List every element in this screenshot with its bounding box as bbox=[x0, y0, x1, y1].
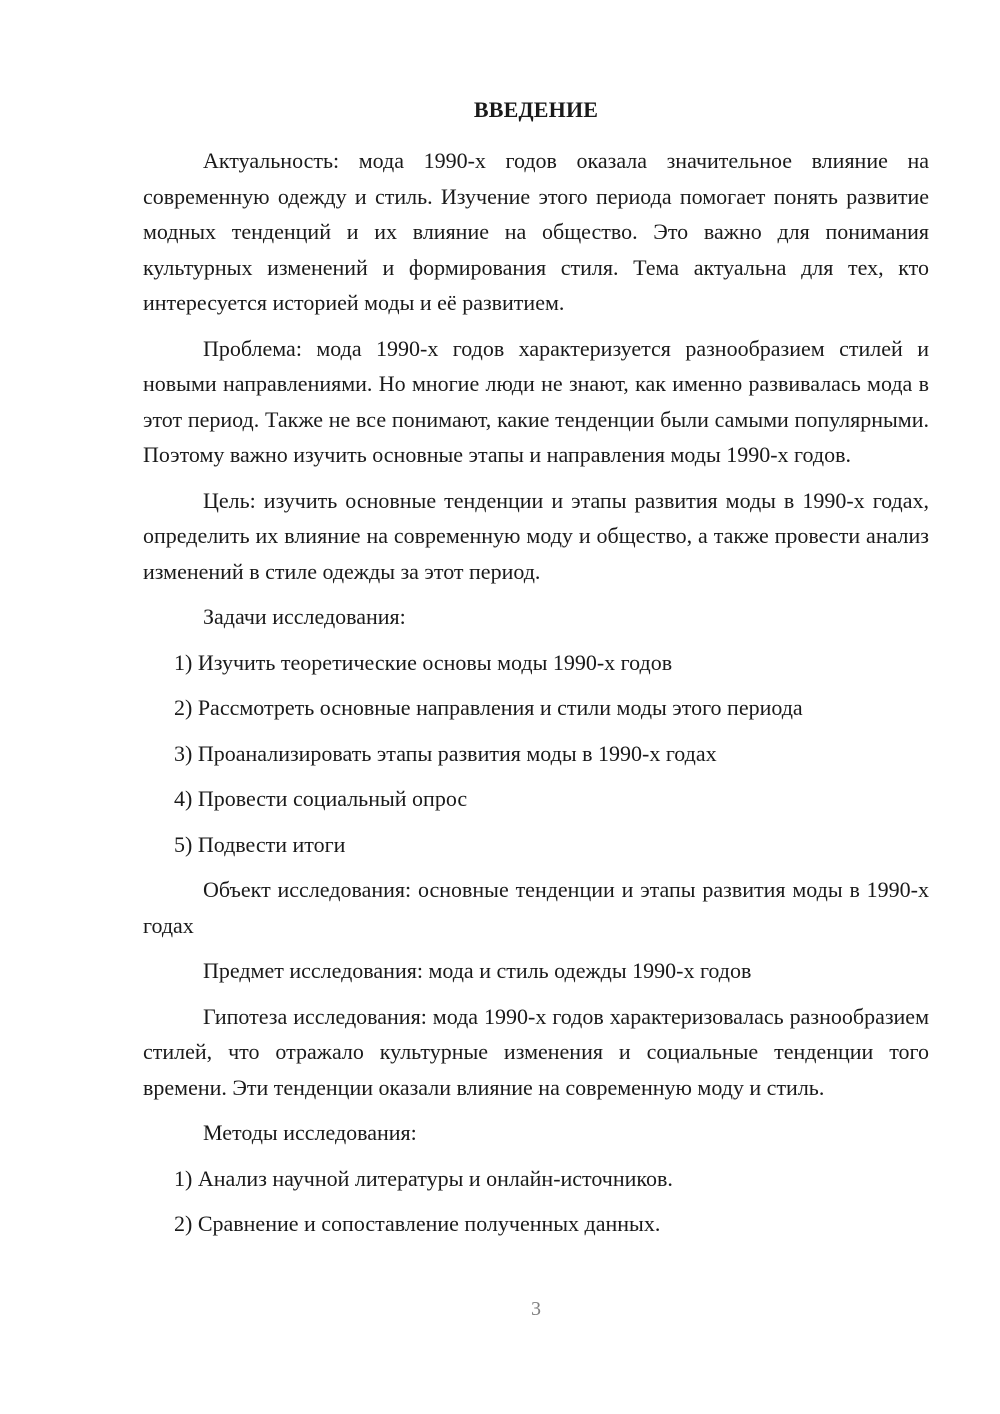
page-title: ВВЕДЕНИЕ bbox=[473, 97, 599, 122]
list-item: 3) Проанализировать этапы развития моды в 1990-х годах bbox=[174, 740, 717, 766]
goal-paragraph: Цель: изучить основные тенденции и этапы развития моды в 1990-х годах, определить их влияние на современную моду и общество, а также провести анализ изменений в стиле одежды за этот период. bbox=[143, 487, 929, 584]
problem-paragraph: Проблема: мода 1990-х годов характеризуется разнообразием стилей и новыми направлениями. Но многие люди не знают, как именно развивалась мода в этот период. Также не все понимают, какие тенденции были самыми популярными. Поэтому важно изучить основные этапы и направления моды 1990-х годов. bbox=[143, 335, 929, 467]
list-item: 2) Сравнение и сопоставление полученных данных. bbox=[174, 1211, 661, 1236]
page-number: 3 bbox=[531, 1298, 541, 1320]
list-item: 4) Провести социальный опрос bbox=[174, 786, 468, 811]
list-item: 5) Подвести итоги bbox=[174, 831, 346, 857]
list-item: 1) Анализ научной литературы и онлайн-источников. bbox=[174, 1165, 673, 1191]
methods-list bbox=[143, 1161, 929, 1242]
hypothesis-paragraph: Гипотеза исследования: мода 1990-х годов характеризовалась разнообразием стилей, что отражало культурные изменения и социальные тенденции того времени. Эти тенденции оказали влияние на современную моду и стиль. bbox=[143, 1003, 929, 1100]
tasks-label: Задачи исследования: bbox=[203, 604, 406, 629]
relevance-paragraph: Актуальность: мода 1990-х годов оказала значительное влияние на современную одежду и стиль. Изучение этого периода помогает понять развитие модных тенденций и их влияние на общество. Это важно для понимания культурных изменений и формирования стиля. Тема актуальна для тех, кто интересуется историей моды и её развитием. bbox=[143, 148, 929, 315]
subject-paragraph: Предмет исследования: мода и стиль одежды 1990-х годов bbox=[203, 958, 752, 983]
methods-label: Методы исследования: bbox=[203, 1120, 417, 1145]
document-page bbox=[143, 92, 929, 1252]
list-item: 1) Изучить теоретические основы моды 1990-х годов bbox=[174, 649, 673, 675]
list-item: 2) Рассмотреть основные направления и стили моды этого периода bbox=[174, 695, 803, 720]
object-paragraph: Объект исследования: основные тенденции и этапы развития моды в 1990-х годах bbox=[143, 877, 929, 938]
tasks-list bbox=[143, 645, 929, 863]
